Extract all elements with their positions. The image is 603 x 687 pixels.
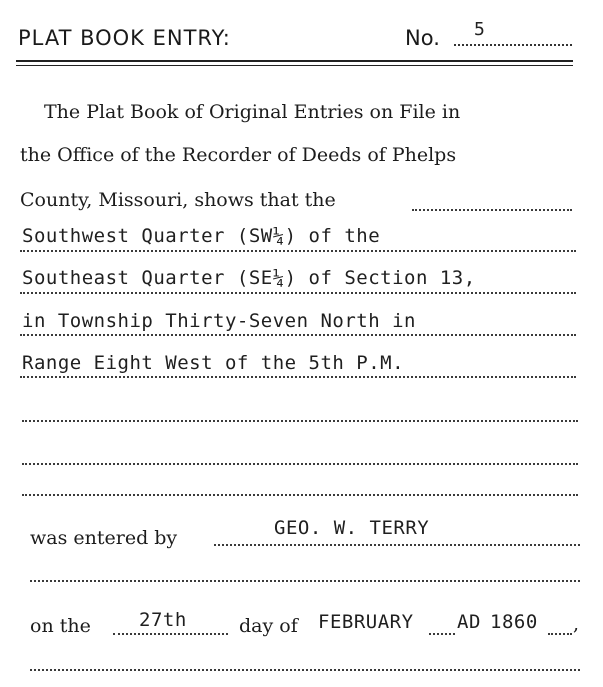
dotted-line-8	[30, 580, 580, 582]
header-rule-top	[16, 60, 573, 62]
entered-by-line	[214, 544, 580, 546]
entry-number-field	[454, 20, 572, 46]
description-line-0	[412, 209, 572, 211]
year-trailing-line	[548, 633, 572, 635]
dotted-line-1	[20, 250, 576, 252]
dotted-line-5	[22, 420, 578, 422]
ad-label: AD	[457, 611, 481, 633]
description-line-2: Southeast Quarter (SE¼) of Section 13,	[22, 267, 476, 289]
month-ad-gap	[429, 633, 455, 635]
on-the-label: on the	[30, 615, 91, 637]
body-line-3: County, Missouri, shows that the	[20, 189, 336, 211]
form-title: PLAT BOOK ENTRY:	[18, 26, 231, 50]
dotted-line-3	[20, 334, 576, 336]
entry-number-value: 5	[474, 19, 485, 40]
entered-by-label: was entered by	[30, 527, 178, 549]
month-value: FEBRUARY	[318, 611, 414, 633]
dotted-line-7	[22, 494, 578, 496]
description-line-3: in Township Thirty-Seven North in	[22, 310, 416, 332]
day-of-label: day of	[239, 615, 298, 637]
body-line-1: The Plat Book of Original Entries on File in	[44, 101, 461, 123]
description-line-1: Southwest Quarter (SW¼) of the	[22, 225, 381, 247]
body-line-2: the Office of the Recorder of Deeds of Phelps	[20, 144, 457, 166]
year-value: 1860	[490, 611, 538, 633]
dotted-line-2	[20, 292, 576, 294]
description-line-4: Range Eight West of the 5th P.M.	[22, 352, 405, 374]
dotted-line-4	[20, 376, 576, 378]
day-field	[113, 633, 228, 635]
entry-number-label: No.	[405, 26, 440, 50]
header-rule-bottom	[16, 65, 573, 66]
dotted-line-9	[30, 669, 580, 671]
date-trailing-comma: ,	[573, 613, 580, 635]
entered-by-name: GEO. W. TERRY	[274, 517, 430, 539]
dotted-line-6	[22, 463, 578, 465]
day-value: 27th	[139, 609, 187, 631]
